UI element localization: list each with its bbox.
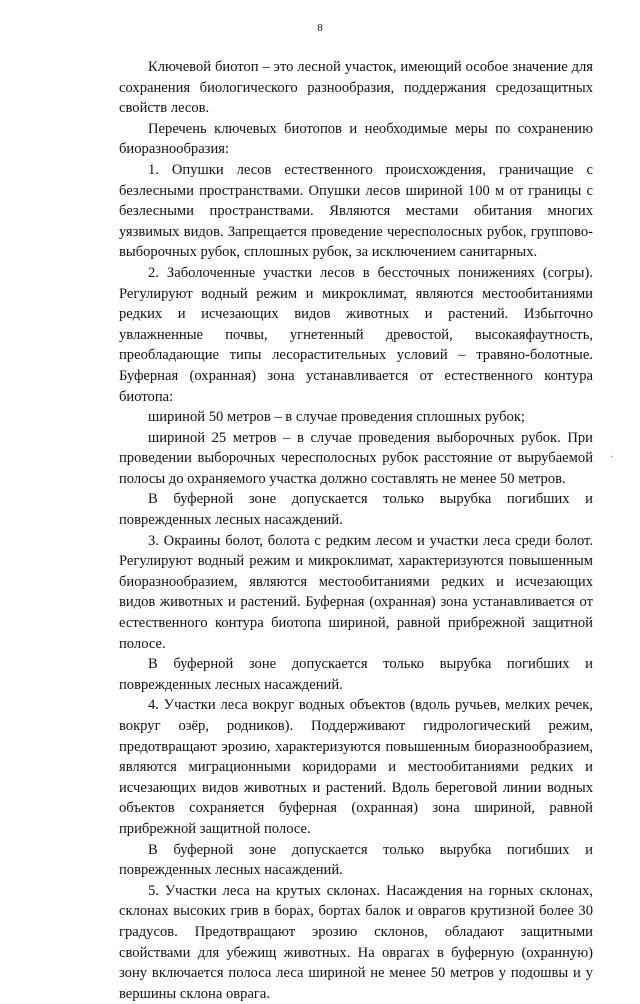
page-number: 8 <box>317 22 323 34</box>
paragraph-item-3-bog-edges: 3. Окраины болот, болота с редким лесом и участки леса среди болот. Регулируют водный режим и микроклимат, характеризуются повышенным биоразнообразием, являются местообитаниями редких и исчезающих видов животных и растений. Буферная (охранная) зона устанавливается от естественного контура биотопа шириной, равной прибрежной защитной полосе. <box>119 532 593 652</box>
paragraph-item-5-steep-slopes: 5. Участки леса на крутых склонах. Насаждения на горных склонах, склонах высоких грив в борах, бортах балок и оврагов крутизной более 30 градусов. Предотвращают эрозию склонов, обладают защитными свойствами для убежищ животных. На оврагах в буферную (охранную) зону включается полоса леса шириной не менее 50 метров у подошвы и у вершины склона оврага. <box>119 882 593 1002</box>
paragraph-buffer-rule-1: В буферной зоне допускается только вырубка погибших и поврежденных лесных насаждений. <box>119 491 593 529</box>
margin-mark: · <box>610 452 614 463</box>
paragraph-buffer-rule-3: В буферной зоне допускается только вырубка погибших и поврежденных лесных насаждений. <box>119 841 593 879</box>
paragraph-biotope-list-intro: Перечень ключевых биотопов и необходимые меры по сохранению биоразнообразия: <box>119 120 593 158</box>
document-body <box>119 57 593 1004</box>
paragraph-buffer-25m: шириной 25 метров – в случае проведения выборочных рубок. При проведении выборочных чересполосных рубок расстояние от вырубаемой полосы до охраняемого участка должно составлять не менее 50 метров. <box>119 429 593 487</box>
paragraph-item-2-swampy-areas: 2. Заболоченные участки лесов в бессточных понижениях (согры). Регулируют водный режим и микроклимат, являются местообитаниями редких и исчезающих видов животных и растений. Избыточно увлажненные почвы, угнетенный древостой, высокаяфаутность, преобладающие типы лесорастительных условий – травяно-болотные. Буферная (охранная) зона устанавливается от естественного контура биотопа: <box>119 264 593 405</box>
paragraph-item-1-forest-edges: 1. Опушки лесов естественного происхождения, граничащие с безлесными пространствами. Опушки лесов шириной 100 м от границы с безлесными пространствами. Являются местами обитания многих уязвимых видов. Запрещается проведение чересполосных рубок, группово-выборочных рубок, сплошных рубок, за исключением санитарных. <box>119 161 593 261</box>
paragraph-key-biotope-definition: Ключевой биотоп – это лесной участок, имеющий особое значение для сохранения биологического разнообразия, поддержания средозащитных свойств лесов. <box>119 59 593 117</box>
paragraph-item-4-water-objects: 4. Участки леса вокруг водных объектов (вдоль ручьев, мелких речек, вокруг озёр, родников). Поддерживают гидрологический режим, предотвращают эрозию, характеризуются повышенным биоразнообразием, являются миграционными коридорами и местообитаниями редких и исчезающих видов животных и растений. Вдоль береговой линии водных объектов сохраняется буферная (охранная) зона шириной, равной прибрежной защитной полосе. <box>119 697 593 837</box>
paragraph-buffer-50m: шириной 50 метров – в случае проведения сплошных рубок; <box>148 409 525 426</box>
paragraph-buffer-rule-2: В буферной зоне допускается только вырубка погибших и поврежденных лесных насаждений. <box>119 656 593 693</box>
